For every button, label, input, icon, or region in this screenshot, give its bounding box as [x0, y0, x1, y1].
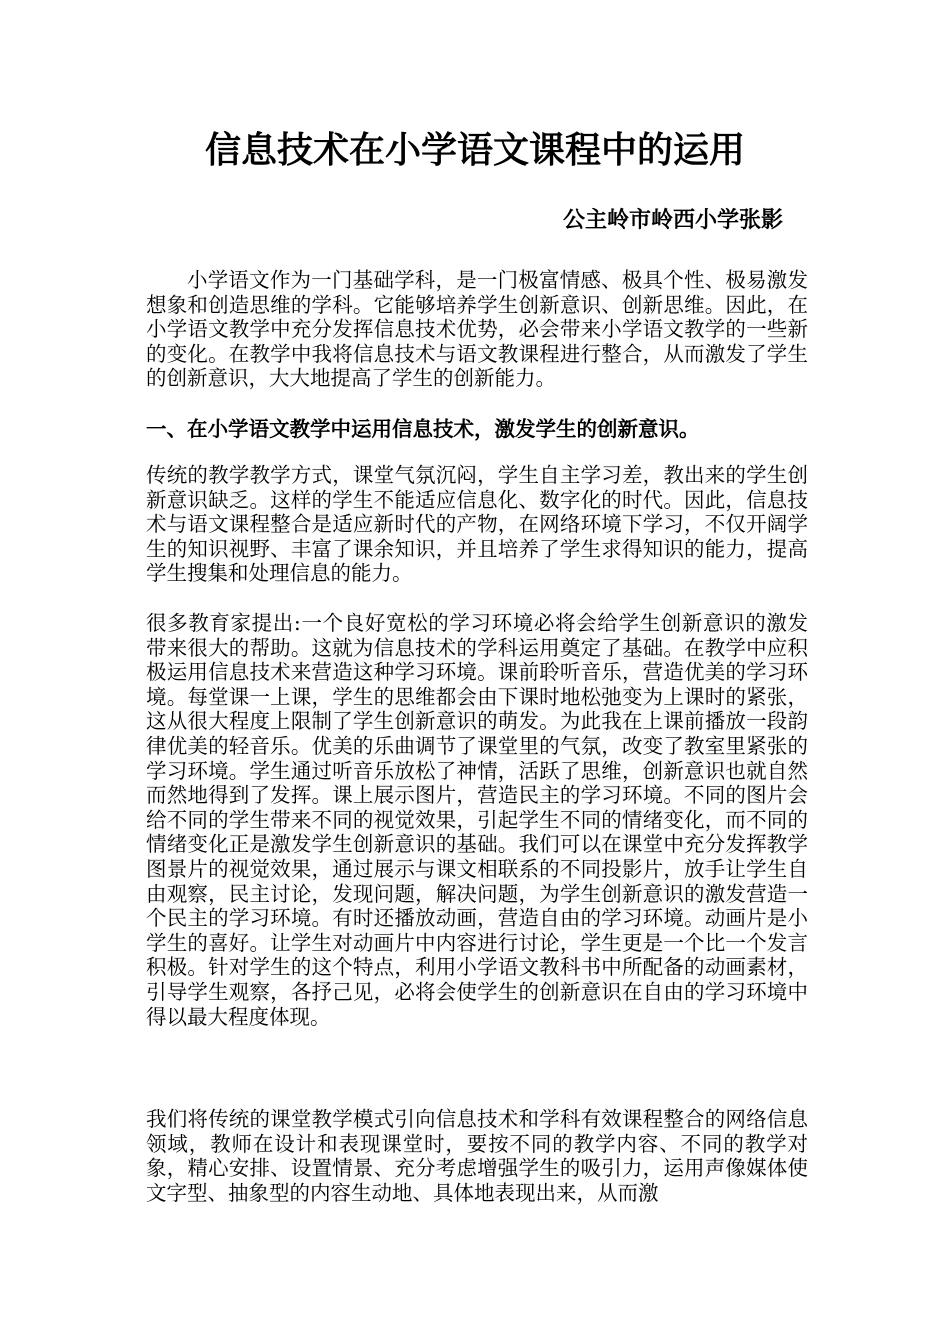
author-line: 公主岭市岭西小学张影	[562, 207, 783, 233]
paragraph-traditional-teaching: 传统的教学教学方式，课堂气氛沉闷，学生自主学习差，教出来的学生创新意识缺乏。这样的学生不能适应信息化、数字化的时代。因此，信息技术与语文课程整合是适应新时代的产物，在网络环境下学习，不仅开阔学生的知识视野、丰富了课余知识，并且培养了学生求得知识的能力，提高学生搜集和处理信息的能力。	[146, 463, 808, 586]
paragraph-integration: 我们将传统的课堂教学模式引向信息技术和学科有效课程整合的网络信息领域，教师在设计和表现课堂时，要按不同的教学内容、不同的教学对象，精心安排、设置情景、充分考虑增强学生的吸引力，运用声像媒体使文字型、抽象型的内容生动地、具体地表现出来，从而激	[146, 1107, 808, 1205]
section-heading: 一、在小学语文教学中运用信息技术，激发学生的创新意识。	[146, 417, 700, 441]
paragraph-intro: 小学语文作为一门基础学科，是一门极富情感、极具个性、极易激发想象和创造思维的学科。它能够培养学生创新意识、创新思维。因此，在小学语文教学中充分发挥信息技术优势，必会带来小学语文教学的一些新的变化。在教学中我将信息技术与语文教课程进行整合，从而激发了学生的创新意识，大大地提高了学生的创新能力。	[146, 268, 808, 391]
document-title: 信息技术在小学语文课程中的运用	[204, 129, 745, 171]
paragraph-learning-environment: 很多教育家提出:一个良好宽松的学习环境必将会给学生创新意识的激发带来很大的帮助。这就为信息技术的学科运用奠定了基础。在教学中应积极运用信息技术来营造这种学习环境。课前聆听音乐，营造优美的学习环境。每堂课一上课，学生的思维都会由下课时地松弛变为上课时的紧张，这从很大程度上限制了学生创新意识的萌发。为此我在上课前播放一段韵律优美的轻音乐。优美的乐曲调节了课堂里的气氛，改变了教室里紧张的学习环境。学生通过听音乐放松了神情，活跃了思维，创新意识也就自然而然地得到了发挥。课上展示图片，营造民主的学习环境。不同的图片会给不同的学生带来不同的视觉效果，引起学生不同的情绪变化，而不同的情绪变化正是激发学生创新意识的基础。我们可以在课堂中充分发挥教学图景片的视觉效果，通过展示与课文相联系的不同投影片，放手让学生自由观察，民主讨论，发现问题，解决问题，为学生创新意识的激发营造一个民主的学习环境。有时还播放动画，营造自由的学习环境。动画片是小学生的喜好。让学生对动画片中内容进行讨论，学生更是一个比一个发言积极。针对学生的这个特点，利用小学语文教科书中所配备的动画素材，引导学生观察，各抒己见，必将会使学生的创新意识在自由的学习环境中得以最大程度体现。	[146, 611, 808, 1029]
